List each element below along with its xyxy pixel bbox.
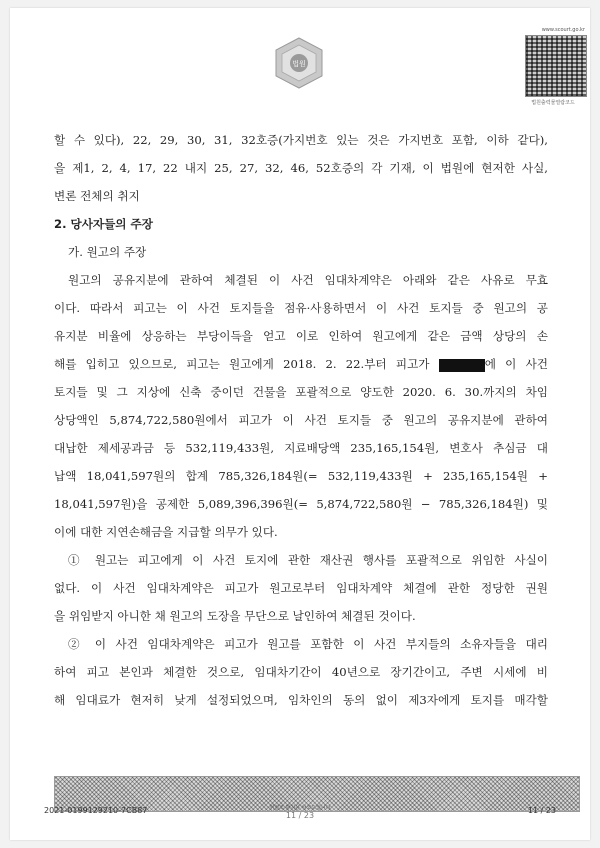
document-page — [10, 8, 590, 840]
qr-code — [525, 35, 587, 97]
qr-block — [521, 26, 585, 106]
page-indicator-center: 11 / 23 — [285, 811, 315, 820]
body-line: 대납한 제세공과금 등 532,119,433원, 지료배당액 235,165,154원, 변호사 추심금 대 — [54, 441, 548, 455]
body-line: 없다. 이 사건 임대차계약은 피고가 원고로부터 임대차계약 체결에 관한 정당한 권원 — [54, 581, 548, 595]
body-line-part: 에 이 사건 — [484, 357, 548, 371]
body-line: ② 이 사건 임대차계약은 피고가 원고를 포함한 이 사건 부지들의 소유자들을 대리 — [68, 637, 548, 651]
body-line: 해 임대료가 현저히 낮게 설정되었으며, 임차인의 동의 없이 제3자에게 토지를 매각할 — [54, 693, 548, 707]
page-number: 11 / 23 — [527, 806, 556, 815]
body-line: 토지들 및 그 지상에 신축 중이던 건물을 포괄적으로 양도한 2020. 6. 30.까지의 차임 — [54, 385, 548, 399]
body-line: 을 위임받지 아니한 채 원고의 도장을 무단으로 날인하여 체결된 것이다. — [54, 609, 416, 623]
body-line-redacted — [54, 350, 548, 378]
body-line: 하여 피고 본인과 체결한 것으로, 임대차기간이 40년으로 장기간이고, 주변 시세에 비 — [54, 665, 548, 679]
court-emblem-icon — [272, 36, 326, 90]
body-line: 납액 18,041,597원의 합계 785,326,184원(= 532,119,433원 + 235,165,154원 + — [54, 469, 548, 483]
section-heading: 2. 당사자들의 주장 — [54, 217, 153, 231]
barcode-note: 위변조 방지용 바코드입니다 — [269, 805, 331, 811]
body-line: 이다. 따라서 피고는 이 사건 토지들을 점유·사용하면서 이 사건 토지들 중 원고의 공 — [54, 301, 548, 315]
body-line: ① 원고는 피고에게 이 사건 토지에 관한 재산권 행사를 포괄적으로 위임한 사실이 — [68, 553, 548, 567]
body-line: 상당액인 5,874,722,580원에서 피고가 이 사건 토지들 중 원고의 공유지분에 관하여 — [54, 413, 548, 427]
body-line: 할 수 있다), 22, 29, 30, 31, 32호증(가지번호 있는 것은 가지번호 포함, 이하 같다), — [54, 133, 548, 147]
emblem-text: 법원 — [292, 60, 306, 68]
body-line: 을 제1, 2, 4, 17, 22 내지 25, 27, 32, 46, 52호증의 각 기재, 이 법원에 현저한 사실, — [54, 161, 548, 175]
body-line: 원고의 공유지분에 관하여 체결된 이 사건 임대차계약은 아래와 같은 사유로 무효 — [68, 273, 548, 287]
redaction-box — [439, 359, 485, 372]
body-line: 유지분 비율에 상응하는 부당이득을 얻고 이로 인하여 원고에게 같은 금액 상당의 손 — [54, 329, 548, 343]
body-line: 18,041,597원)을 공제한 5,089,396,396원(= 5,874,722,580원 − 785,326,184원) 및 — [54, 497, 548, 511]
document-id: 2021-0199129210-7CB87 — [44, 806, 148, 815]
document-body — [54, 126, 548, 714]
body-line-part: 해를 입히고 있으므로, 피고는 원고에게 2018. 2. 22.부터 피고가 — [54, 357, 439, 371]
subsection-heading: 가. 원고의 주장 — [68, 245, 147, 259]
qr-caption: 법원출력물열람코드 — [531, 100, 575, 106]
qr-url: www.scourt.go.kr — [541, 27, 585, 33]
body-line: 이에 대한 지연손해금을 지급할 의무가 있다. — [54, 525, 278, 539]
body-line: 변론 전체의 취지 — [54, 189, 140, 203]
